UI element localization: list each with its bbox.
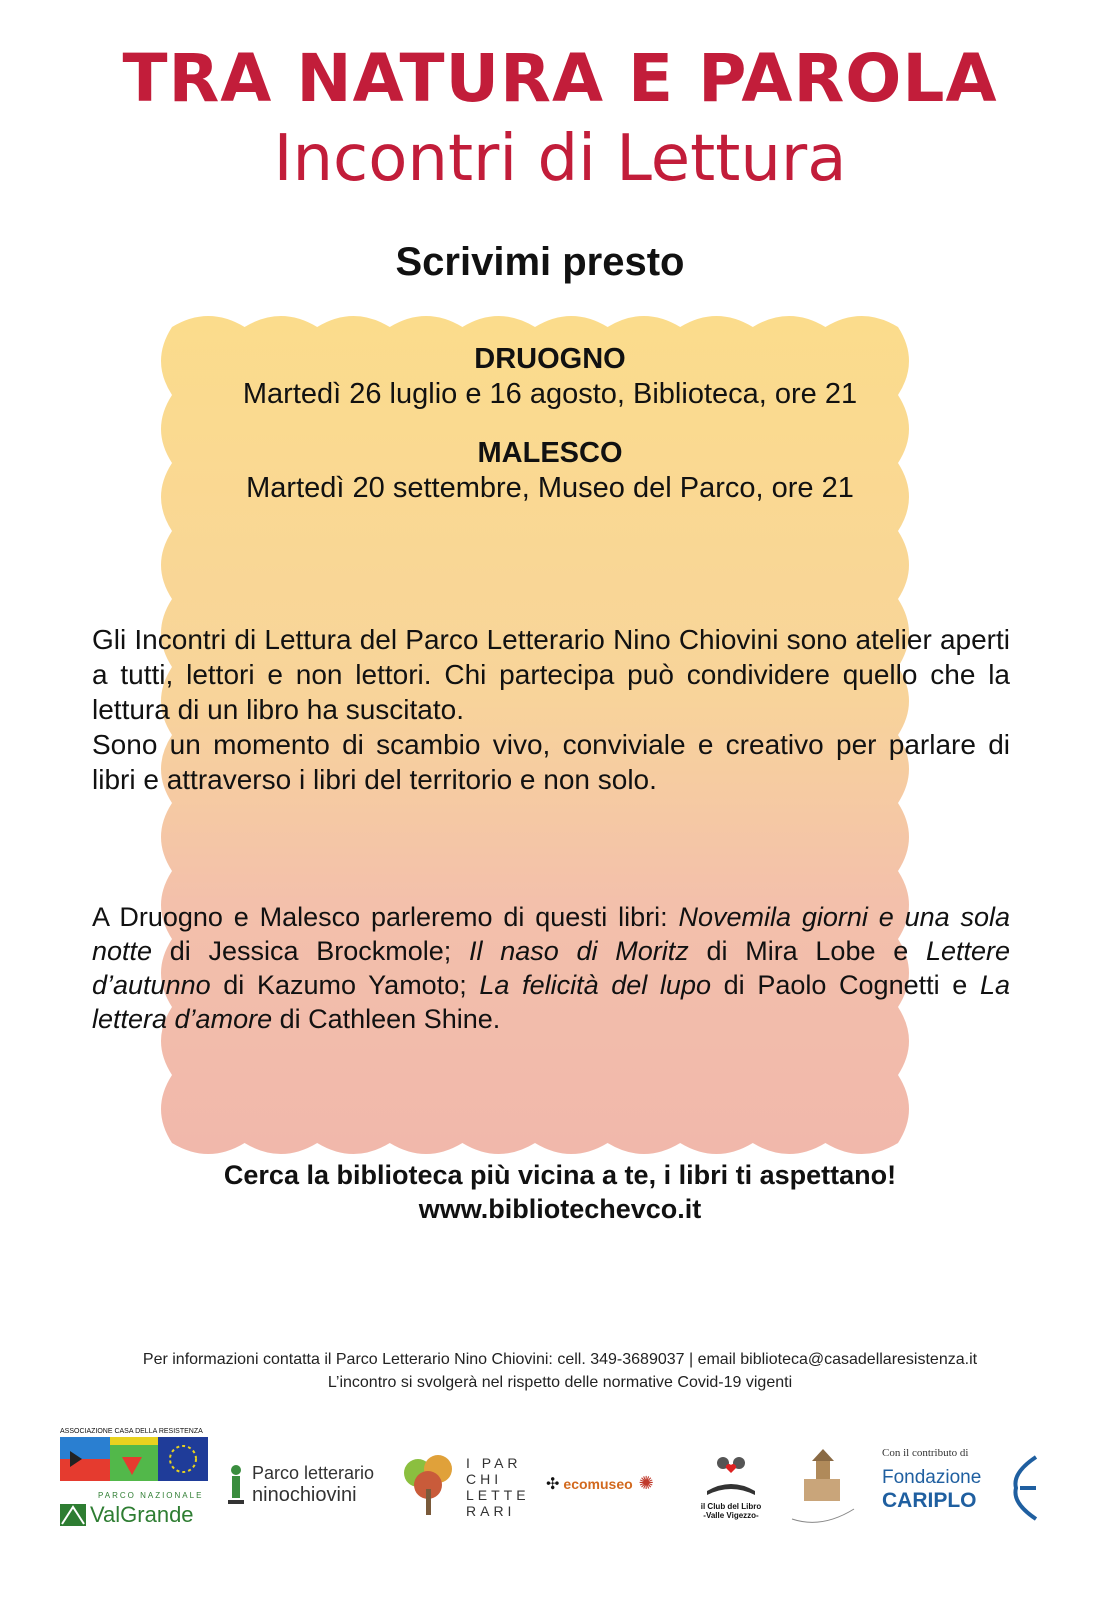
poster-title: TRA NATURA E PAROLA [122,40,998,117]
cariplo-line1: Fondazione [882,1467,982,1488]
book-author: di Paolo Cognetti e [711,970,980,1000]
event-details: Martedì 20 settembre, Museo del Parco, ore 21 [246,472,854,504]
valgrande-icon [60,1504,86,1526]
book-title: Il naso di Moritz [469,936,689,966]
covid-notice: L’incontro si svolgerà nel rispetto delle normative Covid-19 vigenti [327,1374,793,1391]
description-text: Gli Incontri di Lettura del Parco Letterario Nino Chiovini sono atelier aperti a tutti, lettori e non lettori. Chi partecipa può condividere quello che la lettura di un libro ha suscitato. [92,624,1010,725]
parco-nazionale-label: PARCO NAZIONALE [98,1491,204,1500]
event-place: MALESCO [477,437,623,469]
book-author: di Cathleen Shine. [272,1004,501,1034]
description-text-2: Sono un momento di scambio vivo, conviviale e creativo per parlare di libri e attraverso i libri del territorio e non solo. [92,729,1010,795]
book-title: Novemila giorni e una sola notte [92,902,1010,966]
event-details: Martedì 26 luglio e 16 agosto, Biblioteca, ore 21 [242,378,858,410]
sponsor-logos [0,1425,1120,1575]
event-title: Scrivimi presto [395,240,685,284]
ecomuseo-name: ecomuseo [563,1475,633,1492]
book-title: Lettere d’autunno [92,936,1010,1000]
cta-text: Cerca la biblioteca più vicina a te, i libri ti aspettano! [223,1160,897,1190]
flag-icon [60,1437,208,1481]
cariplo-mark-icon [1006,1453,1042,1523]
club-libro-logo [694,1453,768,1520]
event-place: DRUOGNO [474,343,626,375]
casa-resistenza-name: ASSOCIAZIONE CASA DELLA RESISTENZA [60,1428,203,1435]
description-paragraph [92,622,1010,797]
parco-letterario-line2: ninochiovini [252,1484,357,1506]
club-libro-line1: il Club del Libro [700,1502,762,1511]
book-author: di Jessica Brockmole; [152,936,470,966]
biblioteca-druogno-icon [782,1449,862,1525]
ecomuseo-logo [546,1473,654,1494]
parchi-letterari-text: I PAR CHI LETTE RARI [466,1455,530,1519]
valgrande-name: ValGrande [90,1502,194,1527]
poster-subtitle: Incontri di Lettura [273,122,847,196]
casa-resistenza-logo [60,1428,210,1528]
club-libro-line2: -Valle Vigezzo- [703,1511,759,1520]
website-link[interactable]: www.bibliotechevco.it [418,1194,702,1224]
event-malesco [140,437,960,505]
ecomuseo-mark-icon: ✣ [546,1475,560,1493]
book-author: di Kazumo Yamoto; [210,970,480,1000]
books-intro: A Druogno e Malesco parleremo di questi libri: [92,902,679,932]
parco-letterario-line1: Parco letterario [252,1463,375,1483]
cariplo-intro: Con il contributo di [882,1447,969,1459]
parchi-letterari-tree-icon [398,1453,462,1517]
book-title: La lettera d’amore [92,970,1010,1034]
parco-letterario-logo [228,1463,374,1507]
contact-info: Per informazioni contatta il Parco Letterario Nino Chiovini: cell. 349-3689037 | email biblioteca@casadellaresistenza.it [142,1351,978,1368]
cariplo-line2: CARIPLO [882,1489,977,1512]
event-druogno [140,343,960,411]
books-paragraph [92,900,1010,1036]
reader-icon [228,1464,248,1506]
ecomuseo-symbol-icon: ✺ [638,1473,654,1493]
cariplo-logo [882,1447,981,1513]
book-author: di Mira Lobe e [688,936,926,966]
book-heart-icon [701,1453,761,1497]
book-title: La felicità del lupo [479,970,711,1000]
